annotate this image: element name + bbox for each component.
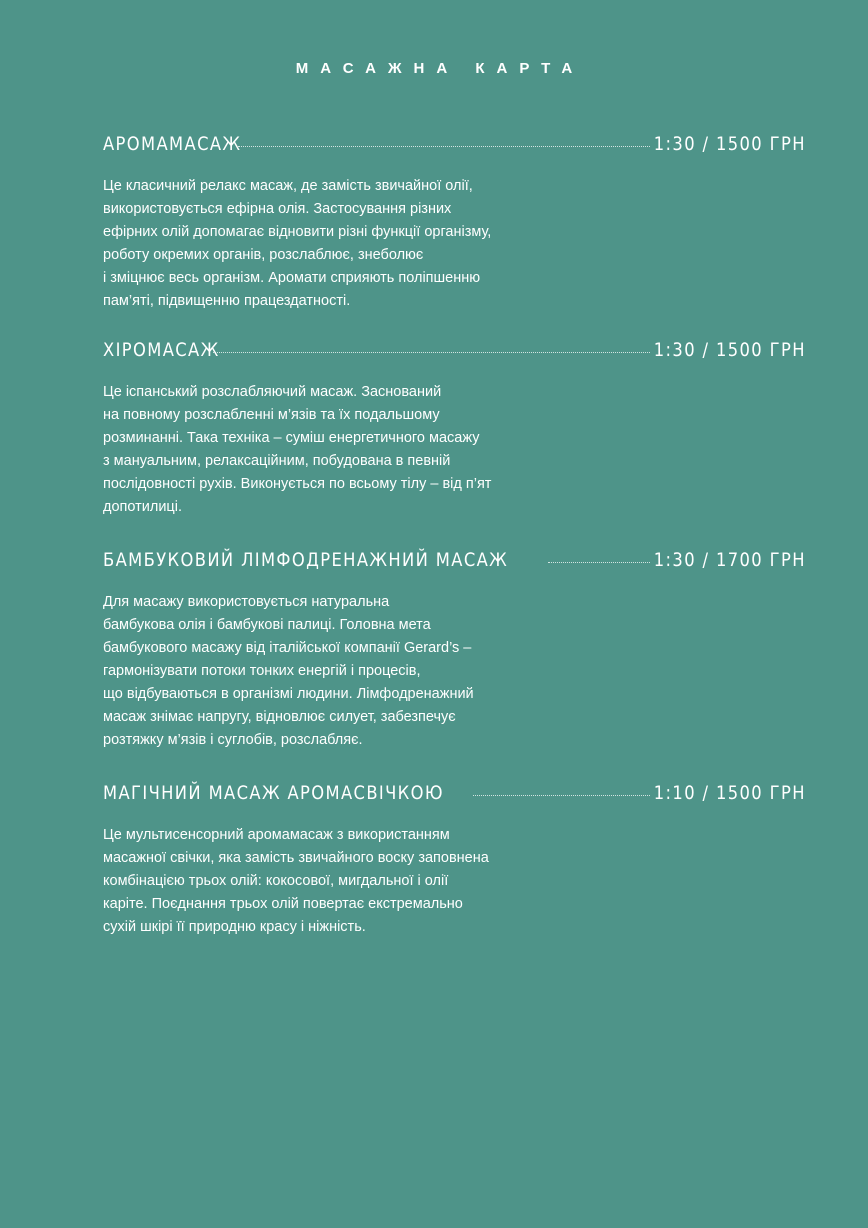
dotted-leader [473, 795, 650, 796]
service-price: 1:30 / 1500 ГРН [653, 133, 806, 155]
description-line: масажної свічки, яка замість звичайного воску заповнена [103, 850, 489, 866]
description-line: розминанні. Така техніка – суміш енергетичного масажу [103, 430, 480, 446]
service-item-bamboo-lymph-massage [103, 549, 806, 752]
service-name: БАМБУКОВИЙ ЛІМФОДРЕНАЖНИЙ МАСАЖ [103, 549, 509, 571]
description-line: бамбукового масажу від італійської компанії Gerard’s – [103, 640, 472, 656]
service-header [103, 549, 806, 577]
service-name: МАГІЧНИЙ МАСАЖ АРОМАСВІЧКОЮ [103, 782, 444, 804]
description-line: використовується ефірна олія. Застосування різних [103, 201, 452, 217]
dotted-leader [213, 352, 651, 353]
service-item-chiromassage [103, 339, 806, 519]
description-line: бамбукова олія і бамбукові палиці. Головна мета [103, 617, 431, 633]
page-title: МАСАЖНА КАРТА [295, 60, 585, 77]
description-line: масаж знімає напругу, відновлює силует, забезпечує [103, 709, 456, 725]
description-line: що відбуваються в організмі людини. Лімфодренажний [103, 686, 474, 702]
description-line: гармонізувати потоки тонких енергій і процесів, [103, 663, 421, 679]
description-line: з мануальним, релаксаційним, побудована в певній [103, 453, 451, 469]
description-line: комбінацією трьох олій: кокосової, мигдальної і олії [103, 873, 449, 889]
service-price: 1:30 / 1500 ГРН [653, 339, 806, 361]
description-line: Це класичний релакс масаж, де замість звичайної олії, [103, 178, 473, 194]
description-line: і зміцнює весь організм. Аромати сприяють поліпшенню [103, 270, 481, 286]
service-item-aromamassage [103, 133, 806, 313]
dotted-leader [548, 562, 650, 563]
description-line: допотилиці. [103, 499, 182, 515]
service-price: 1:30 / 1700 ГРН [653, 549, 806, 571]
description-line: послідовності рухів. Виконується по всьому тілу – від п’ят [103, 476, 492, 492]
service-description [103, 175, 528, 313]
description-line: Це мультисенсорний аромамасаж з використанням [103, 827, 450, 843]
service-description [103, 824, 528, 939]
description-line: пам’яті, підвищенню працездатності. [103, 293, 351, 309]
description-line: Для масажу використовується натуральна [103, 594, 390, 610]
service-description [103, 381, 528, 519]
description-line: сухій шкірі її природню красу і ніжність. [103, 919, 366, 935]
description-line: Це іспанський розслабляючий масаж. Заснований [103, 384, 442, 400]
service-header [103, 133, 806, 161]
service-item-magic-candle-massage [103, 782, 806, 939]
service-name: АРОМАМАСАЖ [103, 133, 242, 155]
description-line: на повному розслабленні м’язів та їх подальшому [103, 407, 440, 423]
service-description [103, 591, 528, 752]
description-line: ефірних олій допомагає відновити різні функції організму, [103, 224, 492, 240]
service-name: ХІРОМАСАЖ [103, 339, 220, 361]
service-price: 1:10 / 1500 ГРН [653, 782, 806, 804]
description-line: каріте. Поєднання трьох олій повертає екстремально [103, 896, 463, 912]
description-line: розтяжку м’язів і суглобів, розслабляє. [103, 732, 363, 748]
dotted-leader [238, 146, 650, 147]
description-line: роботу окремих органів, розслаблює, знеболює [103, 247, 424, 263]
service-header [103, 339, 806, 367]
service-header [103, 782, 806, 810]
